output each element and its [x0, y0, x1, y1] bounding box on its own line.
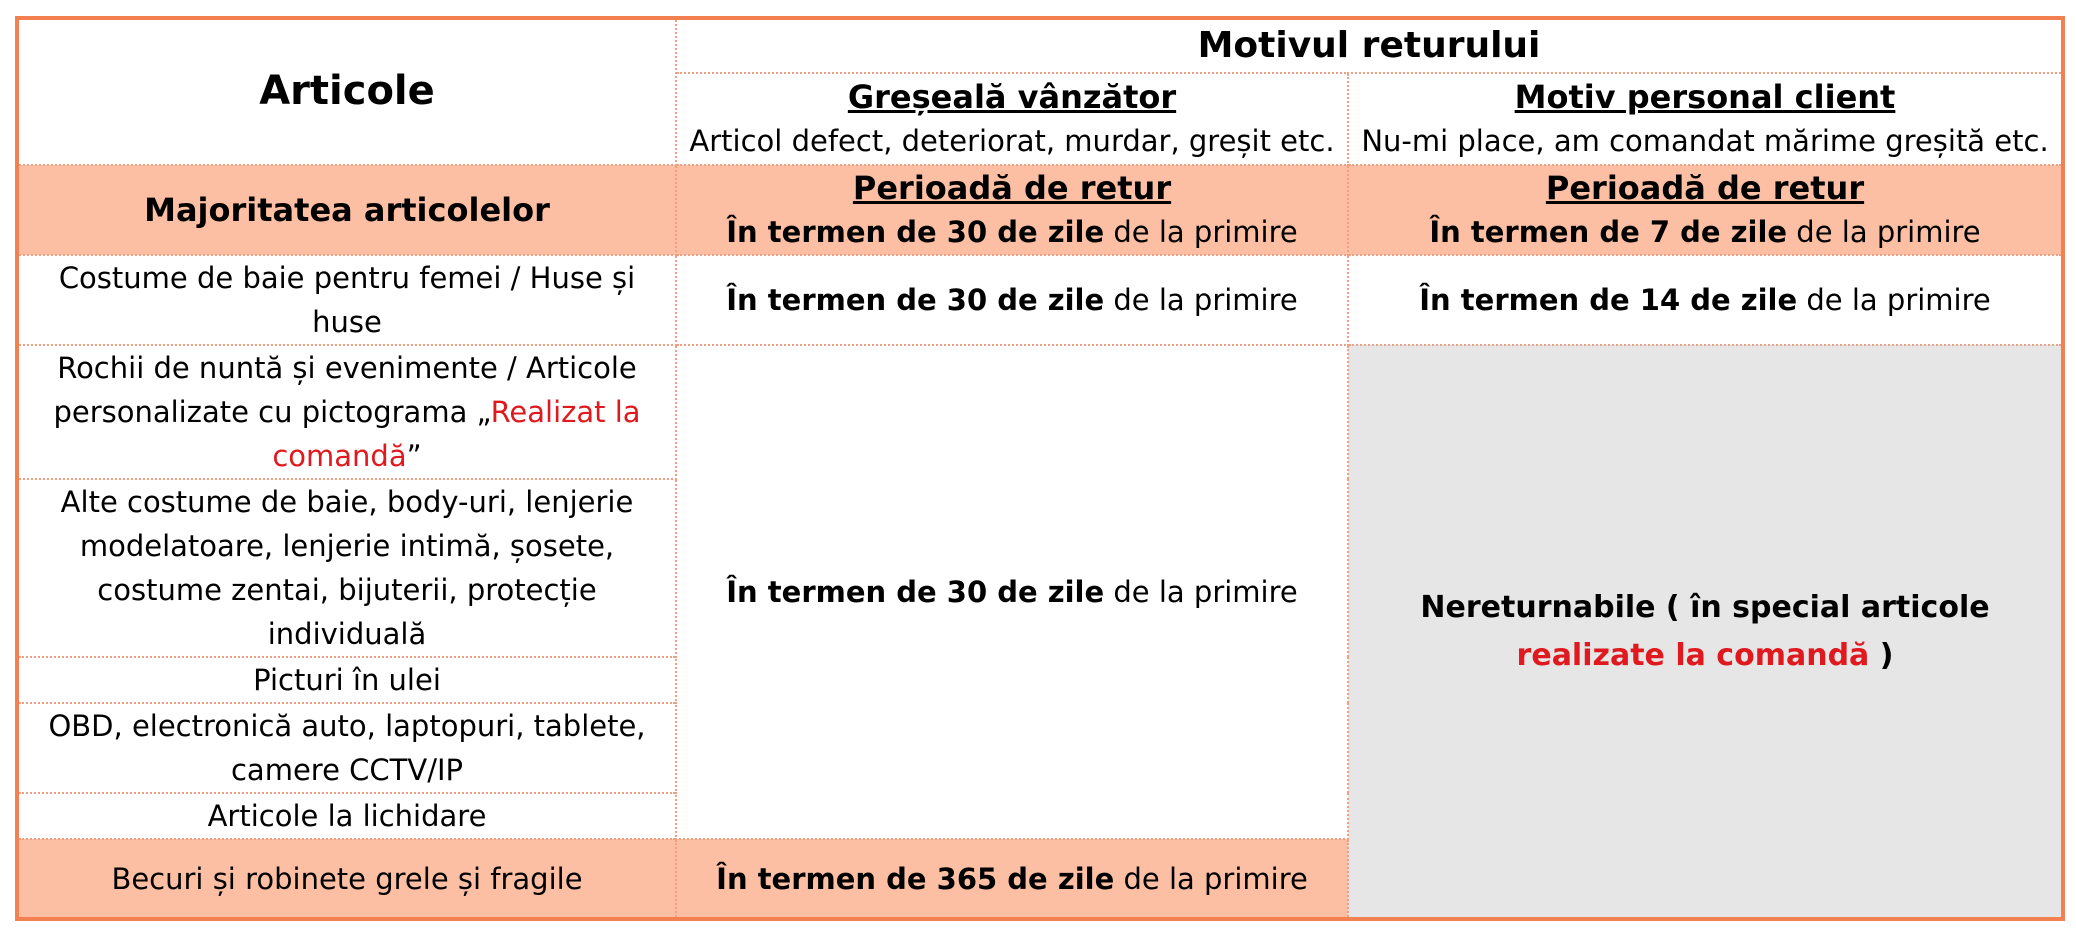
period-bold: În termen de 14 de zile: [1419, 283, 1798, 317]
header-return-reason: [676, 18, 2063, 73]
header-articles: [17, 18, 676, 165]
majority-personal-period: [1355, 210, 2055, 254]
wedding-label-end: ”: [406, 439, 422, 473]
clearance-label-cell: [17, 793, 676, 839]
period-bold: În termen de 365 de zile: [716, 861, 1115, 896]
period-bold: În termen de 30 de zile: [726, 575, 1105, 609]
seller-error-desc: Articol defect, deteriorat, murdar, greșit etc.: [689, 124, 1335, 158]
swim-seller-cell: [676, 255, 1348, 345]
header-seller-error: [676, 73, 1348, 165]
made-to-order-label: Realizat la comandă: [272, 395, 641, 473]
period-rest: de la primire: [1104, 283, 1298, 317]
bulbs-seller-cell: [676, 839, 1348, 919]
nonreturnable-end: ): [1869, 637, 1894, 673]
articles-heading: Articole: [259, 67, 435, 114]
majority-seller-cell: [676, 165, 1348, 255]
majority-personal-cell: [1348, 165, 2063, 255]
nonreturnable-label: Nereturnabile ( în special articole: [1420, 589, 1990, 625]
nonreturnable-cell: [1348, 345, 2063, 919]
header-personal-reason: [1348, 73, 2063, 165]
wedding-label: Rochii de nuntă și evenimente / Articole personalizate cu pictograma „: [53, 351, 637, 429]
period-rest: de la primire: [1114, 861, 1308, 896]
majority-seller-period: [683, 210, 1341, 254]
obd-label-cell: [17, 703, 676, 793]
swim-personal-cell: [1348, 255, 2063, 345]
period-bold: În termen de 30 de zile: [726, 215, 1105, 249]
bulbs-label: Becuri și robinete grele și fragile: [111, 861, 583, 896]
swim-label: Costume de baie pentru femei / Huse și huse: [58, 261, 636, 339]
paintings-label: Picturi în ulei: [253, 663, 441, 697]
nonreturnable-made-to-order: realizate la comandă: [1516, 637, 1870, 673]
clearance-label: Articole la lichidare: [207, 799, 487, 833]
obd-label: OBD, electronică auto, laptopuri, tablete, camere CCTV/IP: [48, 709, 646, 787]
bulbs-label-cell: [17, 839, 676, 919]
period-bold: În termen de 7 de zile: [1429, 215, 1788, 249]
majority-label-cell: [17, 165, 676, 255]
majority-seller-title: Perioadă de retur: [852, 169, 1172, 207]
period-rest: de la primire: [1787, 215, 1981, 249]
nonreturnable-text: [1355, 584, 2055, 680]
other-swim-label-cell: [17, 479, 676, 657]
swim-label-cell: [17, 255, 676, 345]
other-swim-label: Alte costume de baie, body-uri, lenjerie modelatoare, lenjerie intimă, șosete, costume zentai, bijuterii, protecție individuală: [60, 485, 634, 651]
return-reason-heading: Motivul returului: [1197, 24, 1541, 66]
period-rest: de la primire: [1797, 283, 1991, 317]
personal-reason-title: Motiv personal client: [1514, 78, 1896, 116]
personal-reason-desc: Nu-mi place, am comandat mărime greșită etc.: [1361, 124, 2049, 158]
period-rest: de la primire: [1104, 575, 1298, 609]
group-seller-cell: [676, 345, 1348, 839]
majority-personal-title: Perioadă de retur: [1545, 169, 1865, 207]
seller-error-title: Greșeală vânzător: [847, 78, 1177, 116]
paintings-label-cell: [17, 657, 676, 703]
wedding-label-cell: [17, 345, 676, 479]
majority-label: Majoritatea articolelor: [144, 190, 550, 229]
return-policy-table: [15, 16, 2065, 921]
period-rest: de la primire: [1104, 215, 1298, 249]
period-bold: În termen de 30 de zile: [726, 283, 1105, 317]
